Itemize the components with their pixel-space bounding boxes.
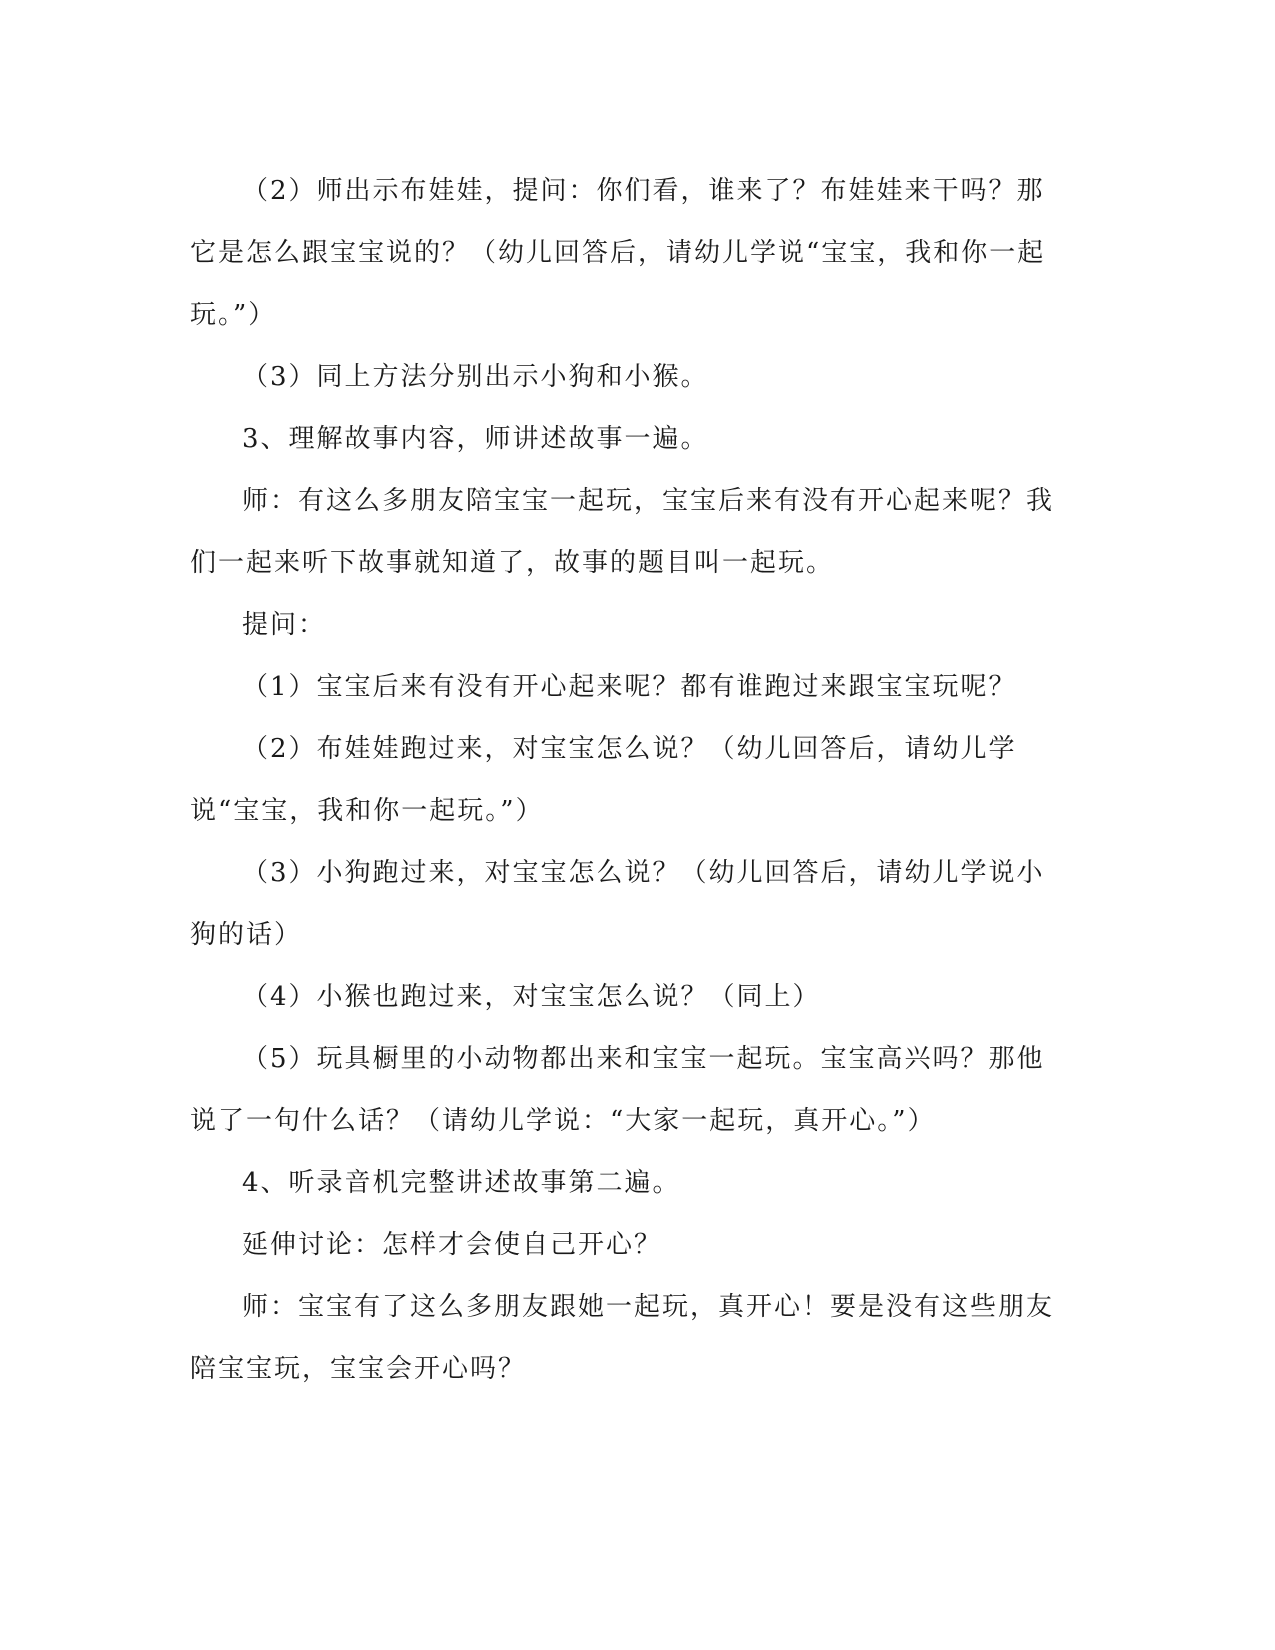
paragraph-question-5: （5）玩具橱里的小动物都出来和宝宝一起玩。宝宝高兴吗？那他说了一句什么话？（请幼儿学说：“大家一起玩，真开心。”） — [190, 1044, 1045, 1136]
paragraph-question-1: （1）宝宝后来有没有开心起来呢？都有谁跑过来跟宝宝玩呢？ — [242, 672, 1017, 702]
paragraph-teacher-intro: 师：有这么多朋友陪宝宝一起玩，宝宝后来有没有开心起来呢？我们一起来听下故事就知道了，故事的题目叫一起玩。 — [190, 486, 1055, 578]
paragraph-step-2-2: （2）师出示布娃娃，提问：你们看，谁来了？布娃娃来干吗？那它是怎么跟宝宝说的？（幼儿回答后，请幼儿学说“宝宝，我和你一起玩。”） — [190, 176, 1046, 330]
document-body — [190, 160, 1070, 1400]
paragraph-step-4-heading: 4、听录音机完整讲述故事第二遍。 — [242, 1168, 681, 1198]
paragraph-teacher-closing: 师：宝宝有了这么多朋友跟她一起玩，真开心！要是没有这些朋友陪宝宝玩，宝宝会开心吗？ — [190, 1292, 1055, 1384]
paragraph-question-3: （3）小狗跑过来，对宝宝怎么说？（幼儿回答后，请幼儿学说小狗的话） — [190, 858, 1045, 950]
paragraph-step-3-heading: 3、理解故事内容，师讲述故事一遍。 — [242, 424, 709, 454]
paragraph-extension-discussion: 延伸讨论：怎样才会使自己开心？ — [242, 1230, 663, 1260]
paragraph-question-4: （4）小猴也跑过来，对宝宝怎么说？（同上） — [242, 982, 821, 1012]
paragraph-step-2-3: （3）同上方法分别出示小狗和小猴。 — [242, 362, 709, 392]
paragraph-questions-label: 提问： — [242, 610, 327, 640]
paragraph-question-2: （2）布娃娃跑过来，对宝宝怎么说？（幼儿回答后，请幼儿学说“宝宝，我和你一起玩。”） — [190, 734, 1017, 826]
